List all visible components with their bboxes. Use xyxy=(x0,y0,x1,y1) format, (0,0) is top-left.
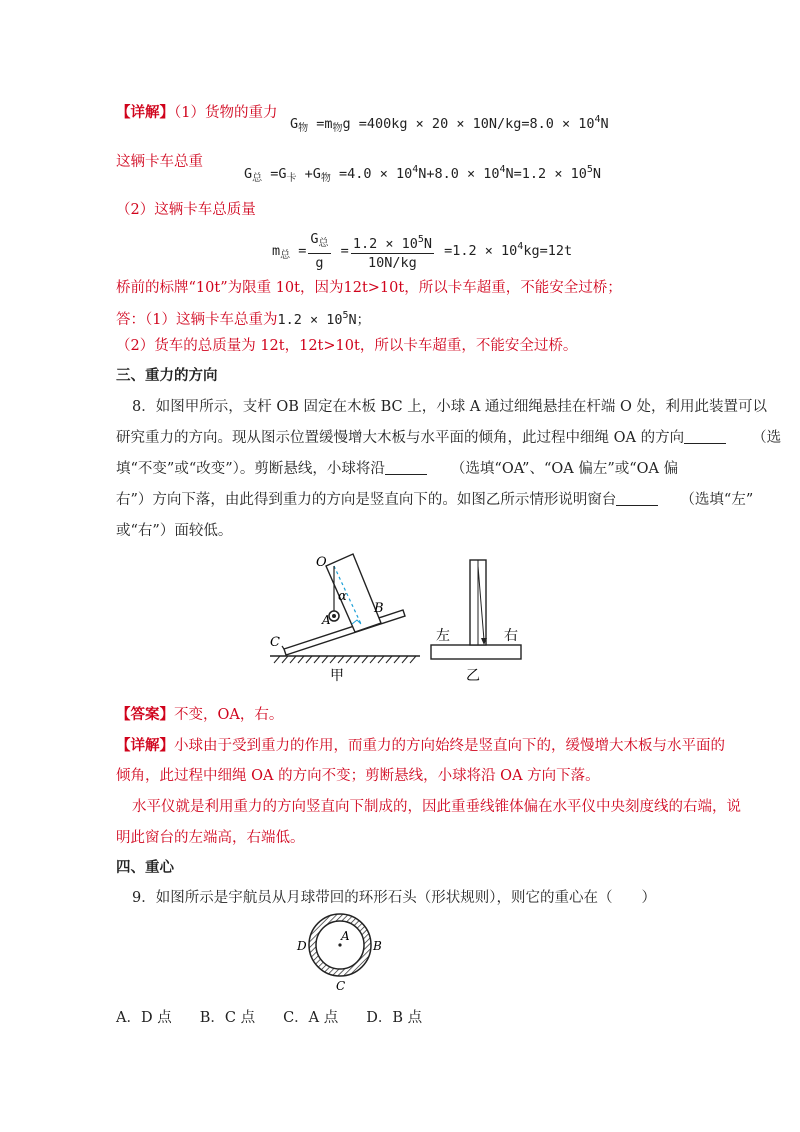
label-point-a: A xyxy=(341,929,350,943)
blank-3[interactable] xyxy=(616,491,658,506)
label-a: A xyxy=(322,613,331,627)
q8-line-5: 或“右”）面较低。 xyxy=(116,523,233,539)
q8-line-1: 8．如图甲所示，支杆 OB 固定在木板 BC 上，小球 A 通过细绳悬挂在杆端 O 处，利用此装置可以 xyxy=(132,399,768,415)
blank-1[interactable] xyxy=(684,429,726,444)
label-c: C xyxy=(270,635,280,650)
formula-total-weight: $G_总 =G_卡 +G_物 =4.0 \times 10^4N+8.0 \times 10^4N=1.2 \times 10^5N$ xyxy=(244,164,601,184)
answer-part-1: 答：（1）这辆卡车总重为$1.2 \times 10^5N$； xyxy=(116,310,371,328)
formula-total-mass: $m_总$ = $\frac{G_总}{g}$ = $\frac{1.2 \times 10^5N}{10N/kg}$ $=1.2 \times 10^4kg=12t$ xyxy=(272,231,573,271)
level-base xyxy=(431,645,521,659)
section-4-heading: 四、重心 xyxy=(116,859,174,876)
detail-8-line-4: 明此窗台的左端高，右端低。 xyxy=(116,830,305,846)
q8-line-4: 右”）方向下落，由此得到重力的方向是竖直向下的。如图乙所示情形说明窗台 （选填“左” xyxy=(116,492,754,508)
detail-8-line-1: 【详解】小球由于受到重力的作用，而重力的方向始终是竖直向下的，缓慢增大木板与水平面的 xyxy=(116,737,725,754)
q9-options xyxy=(116,1008,422,1028)
detail-line-1: 【详解】（1）货物的重力 xyxy=(116,104,278,121)
truck-total-mass-label: （2）这辆卡车总质量 xyxy=(116,202,256,218)
q9-ring-figure xyxy=(290,910,390,1000)
option-a[interactable]: A．D 点 xyxy=(116,1010,172,1026)
label-point-c: C xyxy=(336,979,346,993)
label-yi: 乙 xyxy=(466,668,480,684)
q9-stem: 9．如图所示是宇航员从月球带回的环形石头（形状规则），则它的重心在（ ） xyxy=(132,890,656,906)
answer-part-2: （2）货车的总质量为 12t，12t>10t，所以卡车超重，不能安全过桥。 xyxy=(116,338,578,354)
detail-8-line-3: 水平仪就是利用重力的方向竖直向下制成的，因此重垂线锥体偏在水平仪中央刻度线的右端，说 xyxy=(132,799,741,815)
detail-8-line-2: 倾角，此过程中细绳 OA 的方向不变；剪断悬线，小球将沿 OA 方向下落。 xyxy=(116,768,600,784)
detail-tag: 【详解】 xyxy=(116,104,174,121)
answer-8: 【答案】不变，OA，右。 xyxy=(116,706,284,723)
label-jia: 甲 xyxy=(330,668,344,684)
inclined-board xyxy=(284,610,405,655)
formula-goods-weight: $G_物 =m_物g =400kg \times 20 \times 10N/kg=8.0 \times 10^4N$ xyxy=(290,114,609,134)
label-you: 右 xyxy=(504,628,518,644)
bridge-limit-text: 桥前的标牌“10t”为限重 10t，因为12t>10t，所以卡车超重，不能安全过桥； xyxy=(116,280,622,296)
truck-total-weight-label: 这辆卡车总重 xyxy=(116,154,203,170)
option-d[interactable]: D．B 点 xyxy=(366,1010,423,1026)
q8-line-3: 填“不变”或“改变”）。剪断悬线，小球将沿 （选填“OA”、“OA 偏左”或“OA 偏 xyxy=(116,461,679,477)
q8-line-2: 研究重力的方向。现从图示位置缓慢增大木板与水平面的倾角，此过程中细绳 OA 的方向 （选 xyxy=(116,430,782,446)
option-b[interactable]: B．C 点 xyxy=(199,1010,256,1026)
label-alpha: α xyxy=(338,589,347,604)
label-b: B xyxy=(374,601,384,616)
blank-2[interactable] xyxy=(385,460,427,475)
label-point-b: B xyxy=(373,939,382,953)
option-c[interactable]: C．A 点 xyxy=(283,1010,339,1026)
label-zuo: 左 xyxy=(436,628,450,644)
ground-hatch xyxy=(270,656,420,663)
section-3-heading: 三、重力的方向 xyxy=(116,367,218,384)
label-point-d: D xyxy=(297,939,307,953)
q8-figure xyxy=(260,548,530,688)
label-o: O xyxy=(316,555,327,570)
